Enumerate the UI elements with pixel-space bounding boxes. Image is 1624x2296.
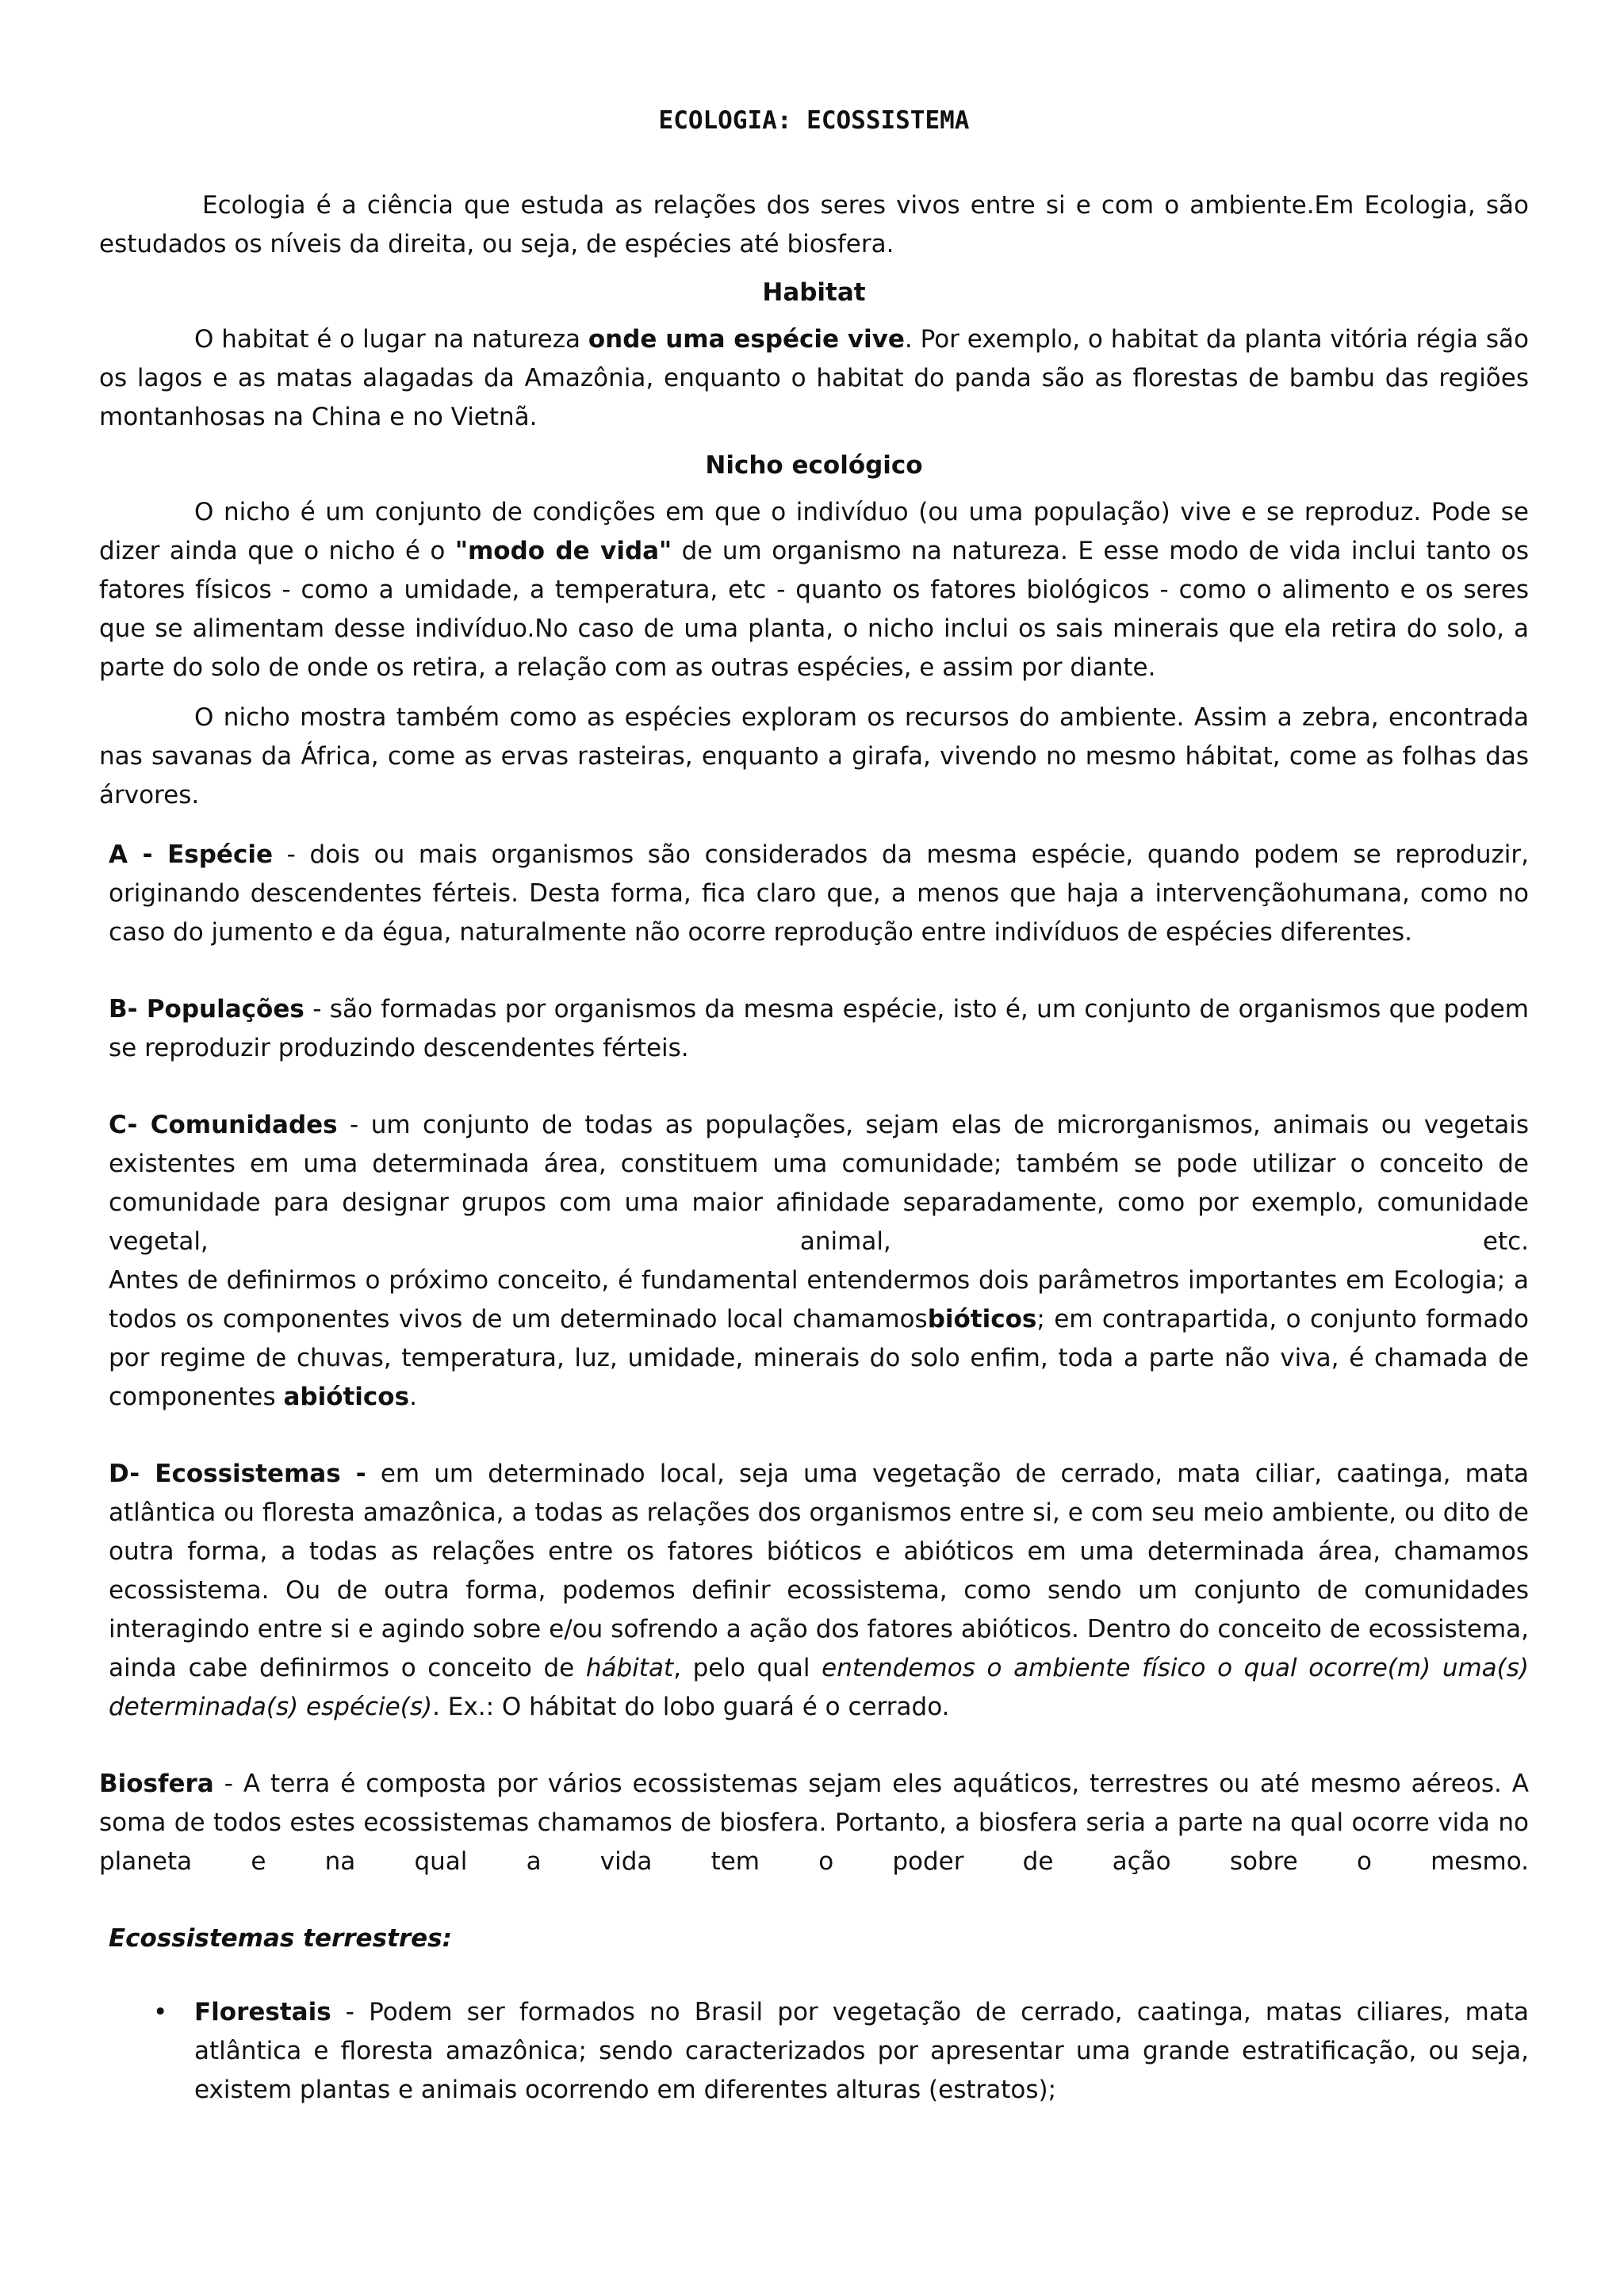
biosfera-label: Biosfera <box>99 1770 214 1798</box>
especie-text: - dois ou mais organismos são considerados da mesma espécie, quando podem se reproduzir, originando descendentes férteis. Desta forma, fica claro que, a menos que haja a intervençãohumana, como no caso do jumento e da égua, naturalmente não ocorre reprodução entre indivíduos de espécies diferentes. <box>109 840 1529 947</box>
abioticos-term: abióticos <box>283 1383 410 1411</box>
comunidades-extra-middle: ; em contrapartida, o conjunto formado por regime de chuvas, temperatura, luz, umidade, minerais do solo enfim, toda a parte não viva, é chamada de componentes <box>109 1305 1530 1411</box>
terrestres-list <box>99 1993 1529 2110</box>
populacoes-definition <box>99 990 1529 1068</box>
ecossistemas-text: em um determinado local, seja uma vegetação de cerrado, mata ciliar, caatinga, mata atlântica ou floresta amazônica, a todas as relações dos organismos entre si, e com seu meio ambiente, ou dito de outra forma, a todas as relações entre os fatores bióticos e abióticos em uma determinada área, chamamos ecossistema. Ou de outra forma, podemos definir ecossistema, como sendo um conjunto de comunidades interagindo entre si e agindo sobre e/ou sofrendo a ação dos fatores abióticos. Dentro do conceito de ecossistema, ainda cabe definirmos o conceito de <box>109 1460 1529 1682</box>
habitat-term: hábitat <box>585 1654 674 1682</box>
comunidades-paragraph <box>109 1106 1529 1261</box>
ecossistemas-definition <box>99 1455 1529 1727</box>
especie-label: A - Espécie <box>109 840 273 869</box>
habitat-text-before: O habitat é o lugar na natureza <box>194 325 588 354</box>
ecossistemas-after: . Ex.: O hábitat do lobo guará é o cerrado. <box>432 1693 950 1721</box>
nicho-p1-after: de um organismo na natureza. E esse modo de vida inclui tanto os fatores físicos - como a umidade, a temperatura, etc - quanto os fatores biológicos - como o alimento e os seres que se alimentam desse indivíduo.No caso de uma planta, o nicho inclui os sais minerais que ela retira do solo, a parte do solo de onde os retira, a relação com as outras espécies, e assim por diante. <box>99 537 1530 682</box>
habitat-text-bold: onde uma espécie vive <box>588 325 905 354</box>
habitat-definition-italic: entendemos o ambiente físico o qual ocorre(m) uma(s) determinada(s) espécie(s) <box>109 1654 1530 1721</box>
nicho-p1-bold: "modo de vida" <box>454 537 672 565</box>
comunidades-extra-before: Antes de definirmos o próximo conceito, é fundamental entendermos dois parâmetros importantes em Ecologia; a todos os componentes vivos de um determinado local chamamos <box>109 1266 1529 1334</box>
list-item-text: - Podem ser formados no Brasil por vegetação de cerrado, caatinga, matas ciliares, mata atlântica e floresta amazônica; sendo caracterizados por apresentar uma grande estratificação, ou seja, existem plantas e animais ocorrendo em diferentes alturas (estratos); <box>194 1998 1529 2104</box>
nicho-p1-before: O nicho é um conjunto de condições em que o indivíduo (ou uma população) vive e se reproduz. Pode se dizer ainda que o nicho é o <box>99 498 1529 565</box>
biosfera-text: - A terra é composta por vários ecossistemas sejam eles aquáticos, terrestres ou até mesmo aéreos. A soma de todos estes ecossistemas chamamos de biosfera. Portanto, a biosfera seria a parte na qual ocorre vida no planeta e na qual a vida tem o poder de ação sobre o mesmo. <box>99 1770 1529 1876</box>
populacoes-label: B- Populações <box>109 995 304 1024</box>
ecossistemas-middle: , pelo qual <box>673 1654 822 1682</box>
list-item-label: Florestais <box>194 1998 331 2026</box>
nicho-heading: Nicho ecológico <box>705 451 923 480</box>
habitat-paragraph <box>99 320 1529 437</box>
document-title: ECOLOGIA: ECOSSISTEMA <box>658 106 970 135</box>
bullet-icon: • <box>153 1998 168 2026</box>
comunidades-text: - um conjunto de todas as populações, sejam elas de microrganismos, animais ou vegetais existentes em uma determinada área, constituem uma comunidade; também se pode utilizar o conceito de comunidade para designar grupos com uma maior afinidade separadamente, como por exemplo, comunidade vegetal, animal, etc. <box>109 1111 1529 1256</box>
especie-definition <box>99 836 1529 952</box>
comunidades-extra-after: . <box>409 1383 417 1411</box>
intro-paragraph: Ecologia é a ciência que estuda as relações dos seres vivos entre si e com o ambiente.Em Ecologia, são estudados os níveis da direita, ou seja, de espécies até biosfera. <box>99 191 1529 258</box>
nicho-paragraph-2: O nicho mostra também como as espécies exploram os recursos do ambiente. Assim a zebra, encontrada nas savanas da África, come as ervas rasteiras, enquanto a girafa, vivendo no mesmo hábitat, come as folhas das árvores. <box>99 703 1529 809</box>
bioticos-abioticos-paragraph <box>109 1261 1529 1417</box>
list-item <box>153 1993 1529 2110</box>
comunidades-label: C- Comunidades <box>109 1111 338 1139</box>
nicho-paragraph-1 <box>99 493 1529 687</box>
bioticos-term: bióticos <box>927 1305 1037 1334</box>
habitat-text-after: . Por exemplo, o habitat da planta vitória régia são os lagos e as matas alagadas da Amazônia, enquanto o habitat do panda são as florestas de bambu das regiões montanhosas na China e no Vietnã. <box>99 325 1529 431</box>
ecossistemas-label: D- Ecossistemas - <box>109 1460 366 1488</box>
comunidades-definition <box>99 1106 1529 1417</box>
terrestres-heading: Ecossistemas terrestres: <box>109 1924 453 1953</box>
habitat-heading: Habitat <box>762 278 866 307</box>
biosfera-paragraph <box>99 1765 1529 1881</box>
populacoes-text: - são formadas por organismos da mesma espécie, isto é, um conjunto de organismos que podem se reproduzir produzindo descendentes férteis. <box>109 995 1530 1062</box>
